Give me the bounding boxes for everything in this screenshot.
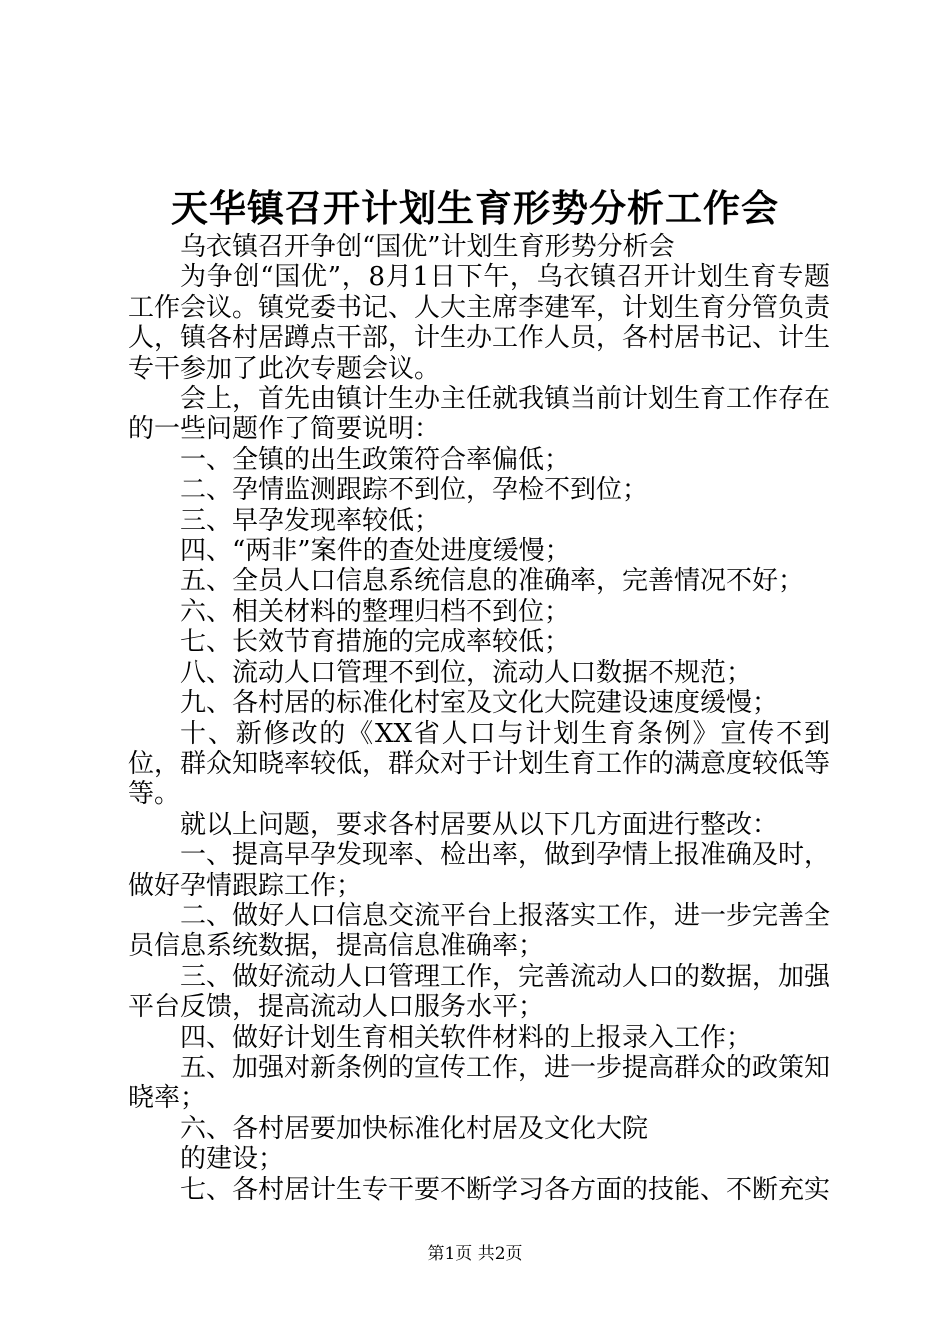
problem-item-9: 九、各村居的标准化村室及文化大院建设速度缓慢； <box>180 688 779 719</box>
problem-item-7: 七、长效节育措施的完成率较低； <box>180 627 571 658</box>
subtitle-paragraph: 乌衣镇召开争创“国优”计划生育形势分析会 <box>180 232 675 262</box>
problem-item-2: 二、孕情监测跟踪不到位，孕检不到位； <box>180 475 649 506</box>
intro-paragraph: 为争创“国优”，8月1日下午，乌衣镇召开计划生育专题工作会议。镇党委书记、人大主席李建军，计划生育分管负责人，镇各村居蹲点干部，计生办工作人员，各村居书记、计生专干参加了此次专题会议。 <box>128 262 831 384</box>
rectification-intro-paragraph: 就以上问题，要求各村居要从以下几方面进行整改： <box>180 809 779 840</box>
rectification-item-6: 六、各村居要加快标准化村居及文化大院 <box>180 1113 649 1144</box>
problem-item-5: 五、全员人口信息系统信息的准确率，完善情况不好； <box>180 566 805 597</box>
problem-item-10: 十、新修改的《XX省人口与计划生育条例》宣传不到位，群众知晓率较低，群众对于计划生育工作的满意度较低等等。 <box>128 718 831 810</box>
page-number: 第1页 共2页 <box>427 1244 523 1264</box>
document-body <box>128 232 830 1205</box>
problem-item-1: 一、全镇的出生政策符合率偏低； <box>180 444 571 475</box>
rectification-item-2: 二、做好人口信息交流平台上报落实工作，进一步完善全员信息系统数据，提高信息准确率； <box>128 900 831 962</box>
rectification-item-4: 四、做好计划生育相关软件材料的上报录入工作； <box>180 1022 753 1053</box>
problem-item-6: 六、相关材料的整理归档不到位； <box>180 596 571 627</box>
rectification-item-6-continued: 的建设； <box>180 1144 285 1175</box>
rectification-item-3: 三、做好流动人口管理工作，完善流动人口的数据，加强平台反馈，提高流动人口服务水平； <box>128 961 831 1023</box>
document-title: 天华镇召开计划生育形势分析工作会 <box>171 186 779 230</box>
problem-item-4: 四、“两非”案件的查处进度缓慢； <box>180 536 571 567</box>
rectification-item-5: 五、加强对新条例的宣传工作，进一步提高群众的政策知晓率； <box>128 1052 831 1114</box>
problem-item-3: 三、早孕发现率较低； <box>180 505 441 536</box>
rectification-item-7: 七、各村居计生专干要不断学习各方面的技能、不断充实 <box>180 1174 831 1205</box>
problem-item-8: 八、流动人口管理不到位，流动人口数据不规范； <box>180 657 753 688</box>
rectification-item-1: 一、提高早孕发现率、检出率，做到孕情上报准确及时，做好孕情跟踪工作； <box>128 840 831 901</box>
problems-intro-paragraph: 会上，首先由镇计生办主任就我镇当前计划生育工作存在的一些问题作了简要说明： <box>128 384 831 445</box>
